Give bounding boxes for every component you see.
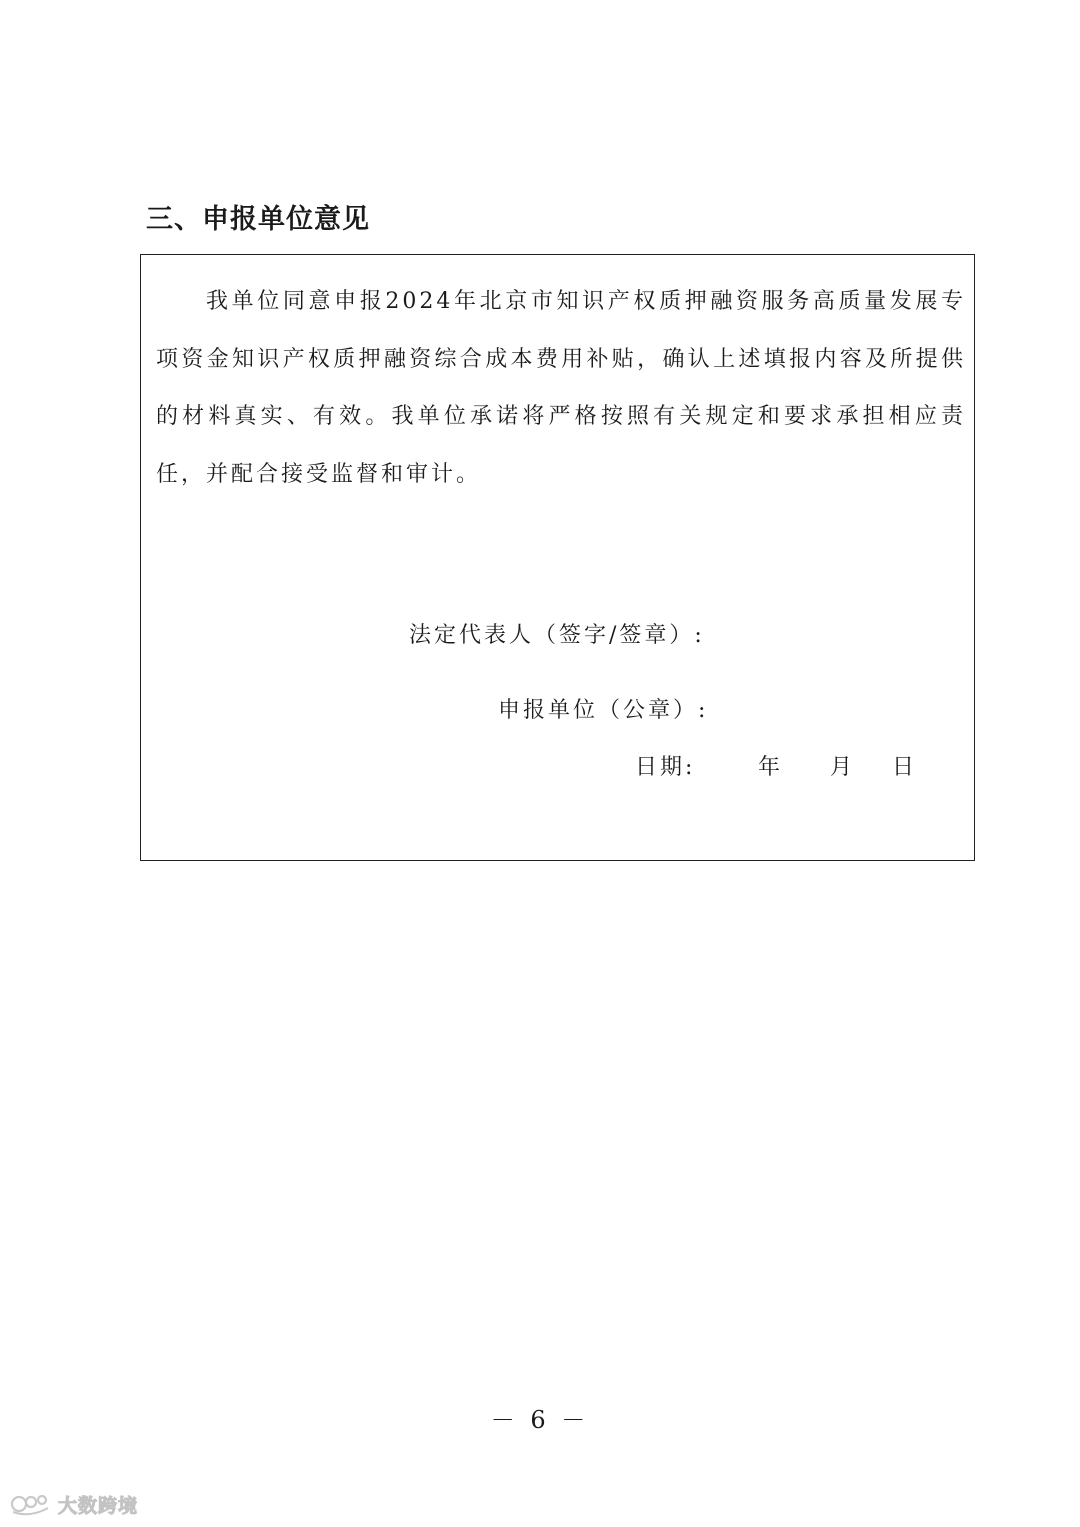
section-heading: 三、申报单位意见	[146, 204, 370, 235]
watermark-text: 大数跨境	[58, 1494, 139, 1517]
page-number: － 6 －	[490, 1406, 590, 1434]
legal-representative-signature-label: 法定代表人（签字/签章）:	[409, 623, 705, 648]
date-day-label: 日	[892, 755, 918, 780]
watermark	[10, 1489, 138, 1519]
date-label: 日期:	[635, 755, 696, 780]
date-month-label: 月	[830, 755, 856, 780]
applicant-unit-seal-label: 申报单位（公章）:	[498, 698, 709, 723]
applicant-opinion-box	[140, 254, 975, 861]
watermark-logo-icon	[10, 1492, 52, 1516]
date-year-label: 年	[758, 755, 784, 780]
commitment-statement: 我单位同意申报2024年北京市知识产权质押融资服务高质量发展专项资金知识产权质押融资综合成本费用补贴，确认上述填报内容及所提供的材料真实、有效。我单位承诺将严格按照有关规定和要求承担相应责任，并配合接受监督和审计。	[156, 289, 966, 487]
